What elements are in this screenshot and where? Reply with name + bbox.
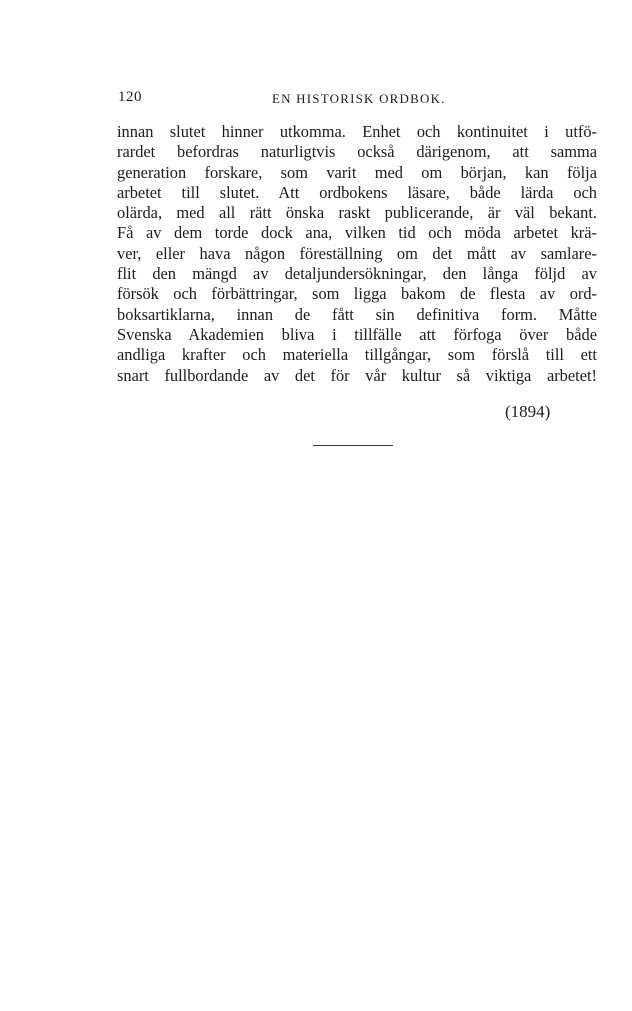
running-head-title: EN HISTORISK ORDBOK.	[272, 91, 446, 106]
text-line: Få av dem torde dock ana, vilken tid och möda arbetet krä-	[117, 223, 597, 243]
text-line: olärda, med all rätt önska raskt publicerande, är väl bekant.	[117, 203, 597, 223]
text-line: andliga krafter och materiella tillgångar, som förslå till ett	[117, 345, 597, 365]
text-line: arbetet till slutet. Att ordbokens läsare, både lärda och	[117, 182, 597, 202]
text-line: generation forskare, som varit med om början, kan följa	[117, 162, 597, 182]
text-line: ver, eller hava någon föreställning om det mått av samlare-	[117, 243, 597, 263]
section-divider	[313, 445, 393, 446]
text-line: rardet befordras naturligtvis också därigenom, att samma	[117, 142, 597, 162]
text-line: innan slutet hinner utkomma. Enhet och kontinuitet i utfö-	[117, 122, 597, 141]
date-note: (1894)	[505, 402, 551, 421]
text-line: Svenska Akademien bliva i tillfälle att förfoga över både	[117, 324, 597, 344]
print-speck	[204, 571, 208, 574]
text-line: boksartiklarna, innan de fått sin definitiva form. Måtte	[117, 304, 597, 324]
text-line: försök och förbättringar, som ligga bakom de flesta av ord-	[117, 284, 597, 304]
body-paragraph	[117, 122, 597, 386]
text-line: flit den mängd av detaljundersökningar, den långa följd av	[117, 264, 597, 284]
text-line: snart fullbordande av det för vår kultur så viktiga arbetet!	[117, 365, 597, 385]
page-number: 120	[118, 89, 142, 105]
